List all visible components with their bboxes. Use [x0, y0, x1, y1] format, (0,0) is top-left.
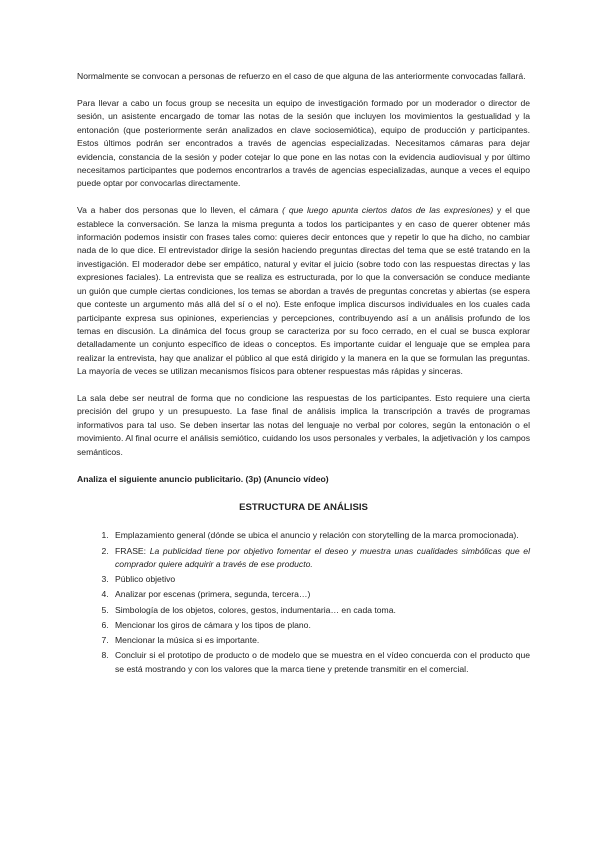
text-segment: Simbología de los objetos, colores, gestos, indumentaria… en cada toma.	[115, 604, 396, 615]
text-segment: Concluir si el prototipo de producto o de modelo que se muestra en el vídeo concuerda con el producto que se está mostrando y con los valores que la marca tiene y pretende transmitir en el comercial.	[115, 650, 530, 674]
text-segment: Emplazamiento general (dónde se ubica el anuncio y relación con storytelling de la marca promocionada).	[115, 530, 519, 541]
text-segment: Va a haber dos personas que lo lleven, el cámara	[77, 205, 283, 216]
list-item	[111, 529, 530, 542]
text-segment: Para llevar a cabo un focus group se necesita un equipo de investigación formado por un moderador o director de sesión, un asistente encargado de tomar las notas de la sesión que incluyen los movimientos la gestualidad y la entonación (que posteriormente serán analizados en clave sociosemiótica), equipo de producción y participantes. Estos últimos podrán ser encontrados a través de agencias especializadas. Necesitamos cámaras para dejar evidencia, constancia de la sesión y poder cotejar lo que pone en las notas con la evidencia audiovisual y por último necesitamos participantes que podemos encontrarlos a través de agencias especializadas, aunque a veces el equipo puede optar por convocarlas directamente.	[77, 97, 530, 189]
structure-list	[77, 529, 530, 676]
italic-text: ( que luego apunta ciertos datos de las expresiones)	[282, 205, 494, 216]
text-segment: Mencionar los giros de cámara y los tipos de plano.	[115, 619, 311, 630]
body-text	[77, 70, 530, 459]
structure-title: ESTRUCTURA DE ANÁLISIS	[239, 501, 368, 513]
text-segment: y el que establece la conversación. Se lanza la misma pregunta a todos los participantes y en caso de querer obtener más información podemos insistir con frases tales como: quieres decir entonces que y repetir lo que ha dicho, no cambiar nada de lo que dice. El entrevistador dirige la sesión haciendo preguntas directas del tema que se esté tratando en la investigación. El moderador debe ser empático, natural y evitar el juicio (sobre todo con las respuestas directas y las expresiones faciales). La entrevista que se realiza es estructurada, por lo que la conversación se conduce mediante un guión que cumple ciertas condiciones, los temas se abordan a través de preguntas concretas y abiertas (se espera que conteste un argumento más allá del sí o el no). Este enfoque implica discursos individuales en los cuales cada participante expresa sus opiniones, experiencias y percepciones, contribuyendo así a un análisis profundo de los temas en discusión. La dinámica del focus group se caracteriza por su foco cerrado, en el cual se busca explorar detalladamente un conjunto específico de ideas o conceptos. Es importante cuidar el lenguaje que se emplea para realizar la entrevista, hay que analizar el público al que está dirigido y la manera en la que se formulan las preguntas. La mayoría de veces se utilizan mecanismos físicos para obtener respuestas más rápidas y sinceras.	[77, 205, 530, 377]
analysis-heading: Analiza el siguiente anuncio publicitario. (3p) (Anuncio vídeo)	[77, 473, 329, 484]
list-item	[111, 588, 530, 601]
list-item	[111, 619, 530, 632]
text-segment: La sala debe ser neutral de forma que no condicione las respuestas de los participantes. Esto requiere una cierta precisión del grupo y un presupuesto. La fase final de análisis implica la transcripción a través de programas informativos para tal uso. Se deben insertar las notas del lenguaje no verbal por colores, según la entonación o el movimiento. Al final ocurre el análisis semiótico, cuidando los usos personales y verbales, la adjetivación y los campos semánticos.	[77, 393, 530, 457]
italic-text: La publicidad tiene por objetivo fomentar el deseo y muestra unas cualidades simbólicas que el comprador quiere adquirir a través de ese producto.	[115, 545, 530, 569]
paragraph	[77, 97, 530, 191]
text-segment: Público objetivo	[115, 574, 176, 585]
text-segment: Normalmente se convocan a personas de refuerzo en el caso de que alguna de las anteriormente convocadas fallará.	[77, 71, 526, 81]
text-segment: Mencionar la música si es importante.	[115, 635, 260, 645]
paragraph	[77, 70, 530, 83]
list-item	[111, 573, 530, 586]
list-item	[111, 545, 530, 572]
paragraph	[77, 392, 530, 459]
paragraph	[77, 204, 530, 378]
list-item	[111, 649, 530, 676]
text-segment: Analizar por escenas (primera, segunda, tercera…)	[115, 589, 311, 600]
text-segment: FRASE:	[115, 545, 150, 556]
list-item	[111, 634, 530, 647]
list-item	[111, 604, 530, 617]
